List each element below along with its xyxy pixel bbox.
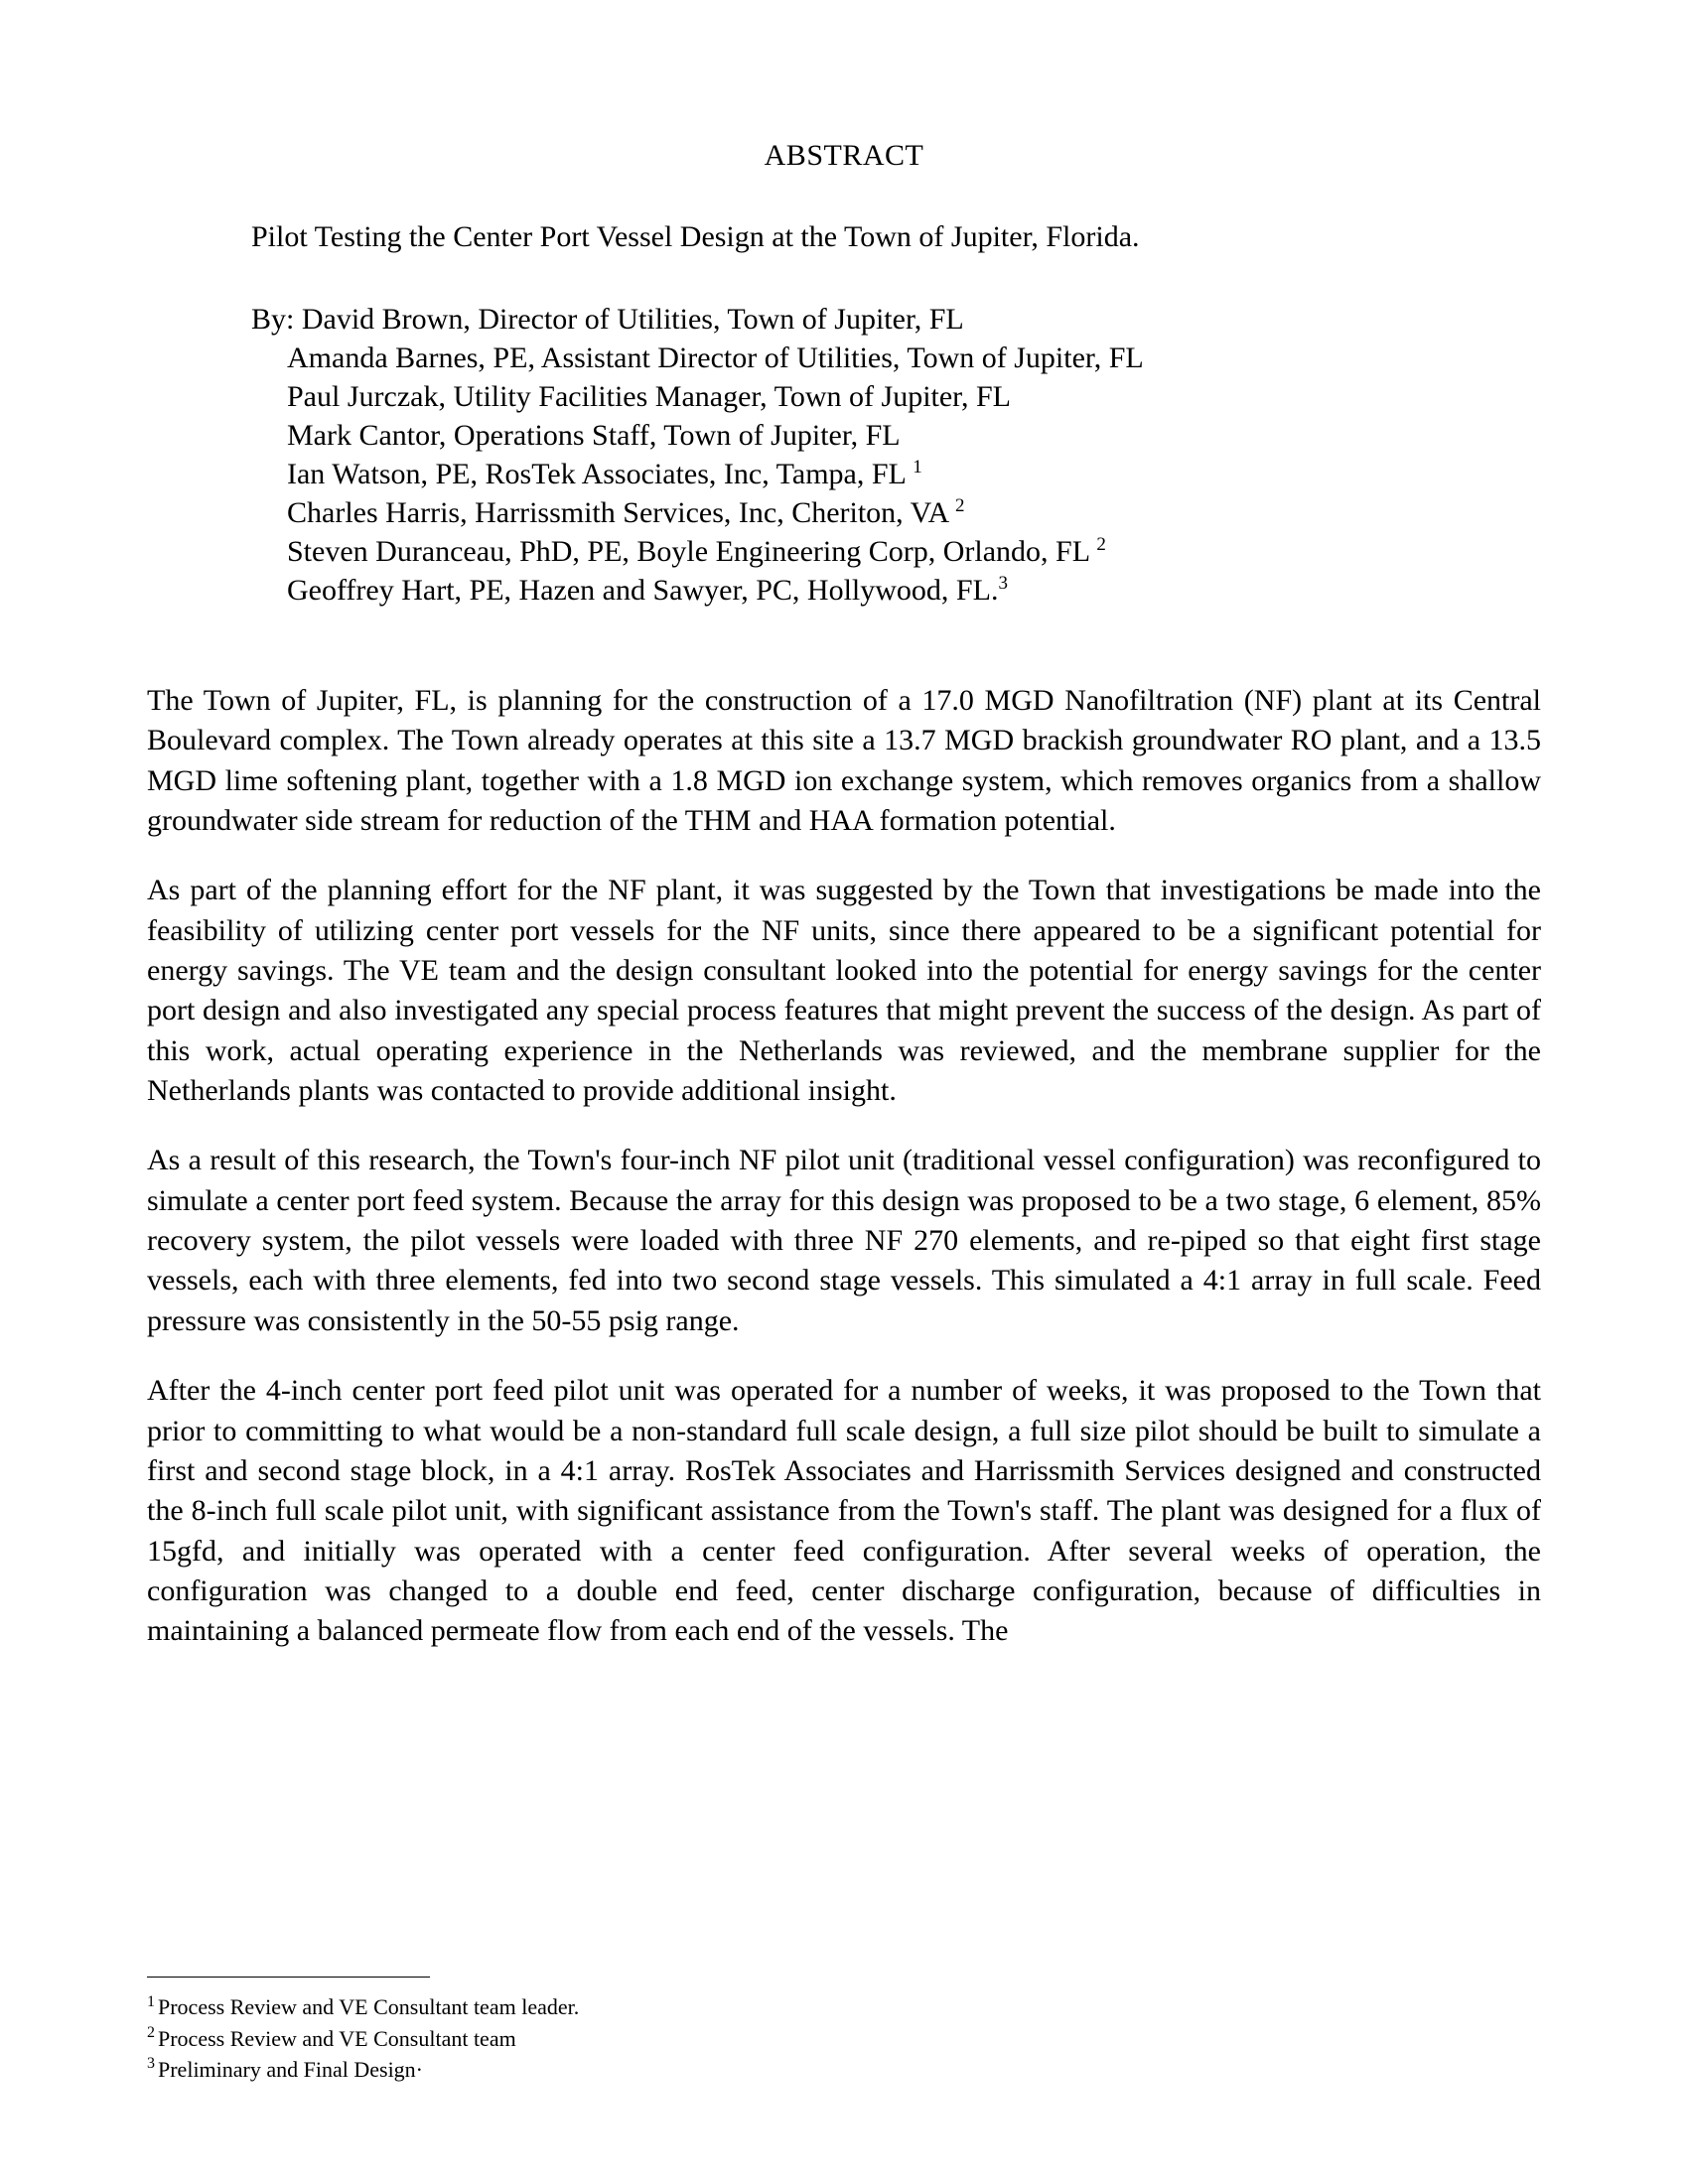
list-item xyxy=(251,416,1541,455)
list-item xyxy=(251,455,1541,493)
author-name: Charles Harris, Harrissmith Services, Inc, Cheriton, VA xyxy=(287,496,955,529)
footnote-marker: 2 xyxy=(147,2024,155,2042)
abstract-body xyxy=(147,681,1541,1652)
byline-prefix: By: xyxy=(251,303,302,336)
paragraph: The Town of Jupiter, FL, is planning for the construction of a 17.0 MGD Nanofiltration (NF) plant at its Central Boulevard complex. The Town already operates at this site a 13.7 MGD brackish groundwater RO plant, and a 13.5 MGD lime softening plant, together with a 1.8 MGD ion exchange system, which removes organics from a shallow groundwater side stream for reduction of the THM and HAA formation potential. xyxy=(147,684,1541,838)
author-name: Steven Duranceau, PhD, PE, Boyle Engineering Corp, Orlando, FL xyxy=(287,535,1097,568)
author-name: Ian Watson, PE, RosTek Associates, Inc, Tampa, FL xyxy=(287,458,914,490)
list-item xyxy=(251,493,1541,532)
footnote-marker: 2 xyxy=(1096,534,1106,555)
footnote-marker: 1 xyxy=(913,457,922,478)
list-item xyxy=(251,377,1541,416)
footnote-marker: 3 xyxy=(998,573,1008,594)
footnote-marker: 3 xyxy=(147,2055,155,2073)
list-item xyxy=(251,532,1541,571)
footnote-marker: 2 xyxy=(954,495,965,516)
paragraph: As a result of this research, the Town's four-inch NF pilot unit (traditional vessel configuration) was reconfigured to simulate a center port feed system. Because the array for this design was proposed to be a two stage, 6 element, 85% recovery system, the pilot vessels were loaded with three NF 270 elements, and re-piped so that eight first stage vessels, each with three elements, fed into two second stage vessels. This simulated a 4:1 array in full scale. Feed pressure was consistently in the 50-55 psig range. xyxy=(147,1144,1541,1337)
footnote-item xyxy=(147,1991,1541,2022)
abstract-heading: ABSTRACT xyxy=(764,139,924,172)
footnote-item xyxy=(147,2023,1541,2054)
paragraph: As part of the planning effort for the NF plant, it was suggested by the Town that investigations be made into the feasibility of utilizing center port vessels for the NF units, since there appeared to be a significant potential for energy savings. The VE team and the design consultant looked into the potential for energy savings for the center port design and also investigated any special process features that might prevent the success of the design. As part of this work, actual operating experience in the Netherlands was reviewed, and the membrane supplier for the Netherlands plants was contacted to provide additional insight. xyxy=(147,874,1541,1108)
author-name: Mark Cantor, Operations Staff, Town of Jupiter, FL xyxy=(287,419,901,452)
author-name: David Brown, Director of Utilities, Town of Jupiter, FL xyxy=(301,303,964,336)
footnote-section xyxy=(147,1977,1541,2085)
paragraph: After the 4-inch center port feed pilot unit was operated for a number of weeks, it was proposed to the Town that prior to committing to what would be a non-standard full scale design, a full size pilot should be built to simulate a first and second stage block, in a 4:1 array. RosTek Associates and Harrissmith Services designed and constructed the 8-inch full scale pilot unit, with significant assistance from the Town's staff. The plant was designed for a flux of 15gfd, and initially was operated with a center feed configuration. After several weeks of operation, the configuration was changed to a double end feed, center discharge configuration, because of difficulties in maintaining a balanced permeate flow from each end of the vessels. The xyxy=(147,1374,1541,1648)
footnote-text: Process Review and VE Consultant team xyxy=(158,2025,516,2051)
footnote-text: Preliminary and Final Design· xyxy=(158,2056,424,2082)
author-name: Geoffrey Hart, PE, Hazen and Sawyer, PC, Hollywood, FL. xyxy=(287,574,999,607)
list-item xyxy=(251,300,1541,339)
list-item xyxy=(251,571,1541,610)
footnote-marker: 1 xyxy=(147,1992,155,2010)
footnote-text: Process Review and VE Consultant team leader. xyxy=(158,1994,580,2020)
author-name: Amanda Barnes, PE, Assistant Director of Utilities, Town of Jupiter, FL xyxy=(287,341,1144,374)
list-item xyxy=(251,339,1541,377)
footnote-item xyxy=(147,2054,1541,2085)
author-list xyxy=(147,300,1541,610)
paper-title: Pilot Testing the Center Port Vessel Design at the Town of Jupiter, Florida. xyxy=(251,220,1140,253)
author-name: Paul Jurczak, Utility Facilities Manager, Town of Jupiter, FL xyxy=(287,380,1011,413)
footnote-divider xyxy=(147,1977,430,1978)
